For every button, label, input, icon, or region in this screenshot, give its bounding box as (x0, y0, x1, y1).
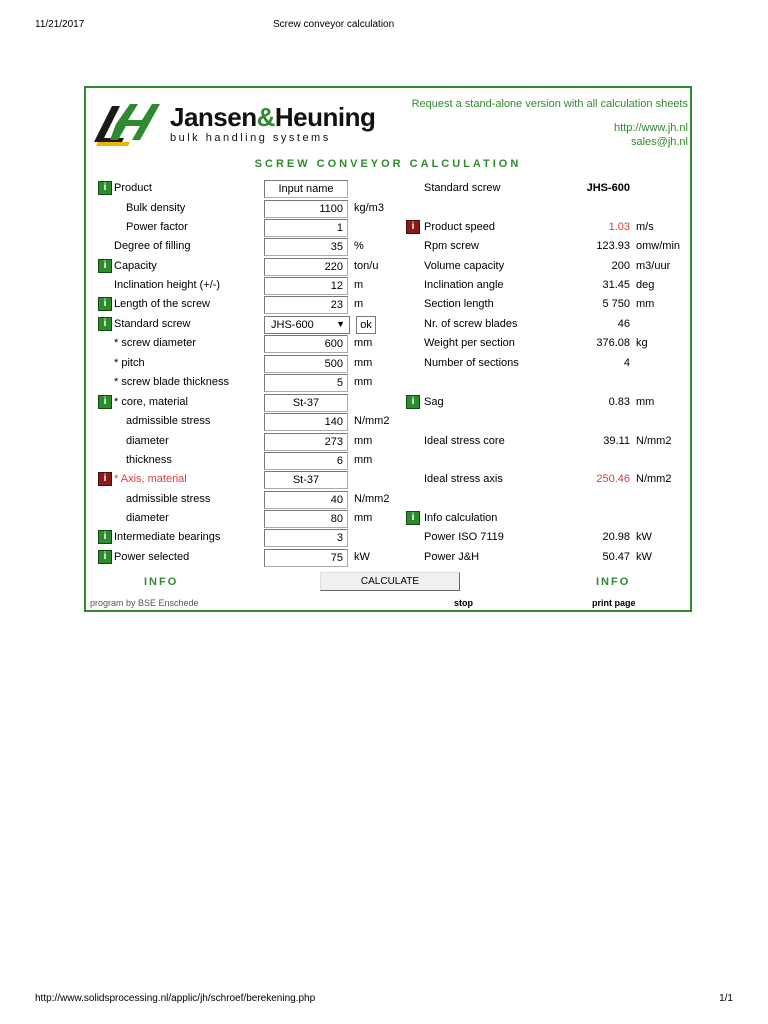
standard-screw-result-label: Standard screw (424, 182, 501, 194)
jh-logo-icon (90, 96, 164, 148)
core-material-input[interactable]: St-37 (264, 394, 348, 412)
row-core-thickness (86, 452, 690, 470)
row-screw-diameter (86, 335, 690, 353)
ideal-stress-core-unit: N/mm2 (636, 435, 672, 447)
power-factor-label: Power factor (126, 221, 188, 233)
core-thickness-input[interactable]: 6 (264, 452, 348, 470)
core-diameter-input[interactable]: 273 (264, 433, 348, 451)
screw-diameter-label: * screw diameter (114, 337, 196, 349)
section-length-label: Section length (424, 298, 494, 310)
info-right-link[interactable]: INFO (596, 576, 631, 588)
screw-diameter-unit: mm (354, 337, 373, 349)
core-stress-input[interactable]: 140 (264, 413, 348, 431)
row-bulk-density (86, 200, 690, 218)
volume-capacity-value: 200 (611, 260, 630, 272)
screw-diameter-input[interactable]: 600 (264, 335, 348, 353)
degree-filling-input[interactable]: 35 (264, 238, 348, 256)
info-icon[interactable]: i (98, 317, 112, 331)
brand-logo (90, 96, 376, 152)
intermediate-bearings-input[interactable]: 3 (264, 529, 348, 547)
number-sections-value: 4 (623, 357, 630, 369)
print-title: Screw conveyor calculation (273, 19, 395, 30)
info-icon[interactable]: i (98, 181, 112, 195)
inclination-angle-value: 31.45 (602, 279, 630, 291)
row-capacity (86, 258, 690, 276)
request-link[interactable]: Request a stand-alone version with all calculation sheets (411, 98, 688, 110)
row-degree-filling (86, 238, 690, 256)
row-axis-stress (86, 491, 690, 509)
row-power-selected (86, 549, 690, 567)
website-link[interactable]: http://www.jh.nl (614, 122, 688, 134)
info-icon[interactable]: i (406, 220, 420, 234)
row-blade-thickness (86, 374, 690, 392)
ideal-stress-axis-label: Ideal stress axis (424, 473, 503, 485)
number-sections-label: Number of sections (424, 357, 519, 369)
capacity-input[interactable]: 220 (264, 258, 348, 276)
print-page-number: 1/1 (719, 993, 733, 1004)
print-date: 11/21/2017 (35, 19, 85, 30)
section-length-value: 5 750 (602, 298, 630, 310)
info-left-link[interactable]: INFO (144, 576, 179, 588)
power-selected-unit: kW (354, 551, 370, 563)
axis-material-label: * Axis, material (114, 473, 187, 485)
ideal-stress-core-label: Ideal stress core (424, 435, 505, 447)
power-jh-value: 50.47 (602, 551, 630, 563)
intermediate-bearings-label: Intermediate bearings (114, 531, 221, 543)
standard-screw-select-value: JHS-600 (271, 319, 314, 331)
stop-link[interactable]: stop (454, 598, 473, 608)
power-selected-input[interactable]: 75 (264, 549, 348, 567)
info-icon[interactable]: i (98, 395, 112, 409)
axis-diameter-label: diameter (126, 512, 169, 524)
ideal-stress-axis-unit: N/mm2 (636, 473, 672, 485)
product-speed-value: 1.03 (608, 221, 630, 233)
brand-name: Jansen&Heuning (170, 102, 376, 132)
info-icon[interactable]: i (98, 259, 112, 273)
core-diameter-label: diameter (126, 435, 169, 447)
rpm-screw-label: Rpm screw (424, 240, 480, 252)
row-power-factor (86, 219, 690, 237)
weight-section-label: Weight per section (424, 337, 515, 349)
sag-unit: mm (636, 396, 655, 408)
product-speed-unit: m/s (636, 221, 654, 233)
core-stress-unit: N/mm2 (354, 415, 390, 427)
power-selected-label: Power selected (114, 551, 190, 563)
core-thickness-unit: mm (354, 454, 373, 466)
pitch-label: * pitch (114, 357, 145, 369)
info-calculation-link[interactable]: Info calculation (424, 512, 498, 524)
inclination-angle-label: Inclination angle (424, 279, 504, 291)
row-axis-diameter (86, 510, 690, 528)
axis-stress-unit: N/mm2 (354, 493, 390, 505)
ideal-stress-core-value: 39.11 (603, 435, 630, 447)
pitch-unit: mm (354, 357, 373, 369)
ok-button[interactable]: ok (356, 316, 376, 334)
axis-diameter-input[interactable]: 80 (264, 510, 348, 528)
standard-screw-label: Standard screw (114, 318, 191, 330)
capacity-unit: ton/u (354, 260, 379, 272)
info-icon[interactable]: i (406, 395, 420, 409)
capacity-label: Capacity (114, 260, 157, 272)
ideal-stress-axis-value: 250.46 (596, 473, 630, 485)
page-title: SCREW CONVEYOR CALCULATION (254, 158, 522, 170)
standard-screw-select[interactable] (264, 316, 350, 334)
pitch-input[interactable]: 500 (264, 355, 348, 373)
row-core-diameter (86, 433, 690, 451)
email-link[interactable]: sales@jh.nl (630, 136, 688, 148)
bulk-density-unit: kg/m3 (354, 202, 384, 214)
degree-filling-label: Degree of filling (114, 240, 191, 252)
axis-material-input[interactable]: St-37 (264, 471, 348, 489)
print-url: http://www.solidsprocessing.nl/applic/jh/schroef/berekening.php (35, 993, 316, 1004)
sag-value: 0.83 (608, 396, 630, 408)
info-icon[interactable]: i (98, 550, 112, 564)
info-icon[interactable]: i (98, 530, 112, 544)
screw-blades-value: 46 (617, 318, 630, 330)
volume-capacity-label: Volume capacity (424, 260, 505, 272)
blade-thickness-unit: mm (354, 376, 373, 388)
standard-screw-result-value: JHS-600 (586, 182, 630, 194)
power-jh-unit: kW (636, 551, 652, 563)
power-factor-input[interactable]: 1 (264, 219, 348, 237)
core-diameter-unit: mm (354, 435, 373, 447)
axis-stress-input[interactable]: 40 (264, 491, 348, 509)
row-core-material (86, 394, 690, 412)
program-credit: program by BSE Enschede (90, 598, 199, 608)
screw-blades-label: Nr. of screw blades (424, 318, 518, 330)
weight-section-unit: kg (636, 337, 648, 349)
row-pitch (86, 355, 690, 373)
inclination-angle-unit: deg (636, 279, 655, 291)
length-unit: m (354, 298, 364, 310)
calculator-panel (84, 86, 692, 612)
bulk-density-label: Bulk density (126, 202, 186, 214)
power-iso-value: 20.98 (602, 531, 630, 543)
info-icon[interactable]: i (98, 472, 112, 486)
sag-label: Sag (424, 396, 444, 408)
calculate-button[interactable]: CALCULATE (320, 572, 460, 591)
row-core-stress (86, 413, 690, 431)
product-input[interactable]: Input name (264, 180, 348, 198)
product-label: Product (114, 182, 152, 194)
power-jh-label: Power J&H (424, 551, 480, 563)
print-page-link[interactable]: print page (592, 598, 636, 608)
weight-section-value: 376.08 (596, 337, 630, 349)
axis-diameter-unit: mm (354, 512, 373, 524)
row-axis-material (86, 471, 690, 489)
info-icon[interactable]: i (98, 297, 112, 311)
axis-stress-label: admissible stress (126, 493, 211, 505)
row-inclination-height (86, 277, 690, 295)
power-iso-label: Power ISO 7119 (424, 531, 504, 543)
rpm-screw-value: 123.93 (596, 240, 630, 252)
info-icon[interactable]: i (406, 511, 420, 525)
core-thickness-label: thickness (126, 454, 172, 466)
rpm-screw-unit: omw/min (636, 240, 681, 252)
row-standard-screw (86, 316, 690, 334)
product-speed-label: Product speed (424, 221, 495, 233)
length-label: Length of the screw (114, 298, 211, 310)
inclination-height-input[interactable]: 12 (264, 277, 348, 295)
blade-thickness-label: * screw blade thickness (114, 376, 229, 388)
inclination-height-unit: m (354, 279, 364, 291)
chevron-down-icon: ▼ (336, 319, 345, 329)
inclination-height-label: Inclination height (+/-) (114, 279, 221, 291)
row-intermediate-bearings (86, 529, 690, 547)
power-iso-unit: kW (636, 531, 652, 543)
row-length (86, 296, 690, 314)
bulk-density-input[interactable]: 1100 (264, 200, 348, 218)
core-stress-label: admissible stress (126, 415, 211, 427)
row-product (86, 180, 690, 198)
core-material-label: * core, material (114, 396, 188, 408)
section-length-unit: mm (636, 298, 655, 310)
blade-thickness-input[interactable]: 5 (264, 374, 348, 392)
length-input[interactable]: 23 (264, 296, 348, 314)
brand-tagline: bulk handling systems (170, 132, 331, 144)
volume-capacity-unit: m3/uur (636, 260, 671, 272)
degree-filling-unit: % (354, 240, 364, 252)
